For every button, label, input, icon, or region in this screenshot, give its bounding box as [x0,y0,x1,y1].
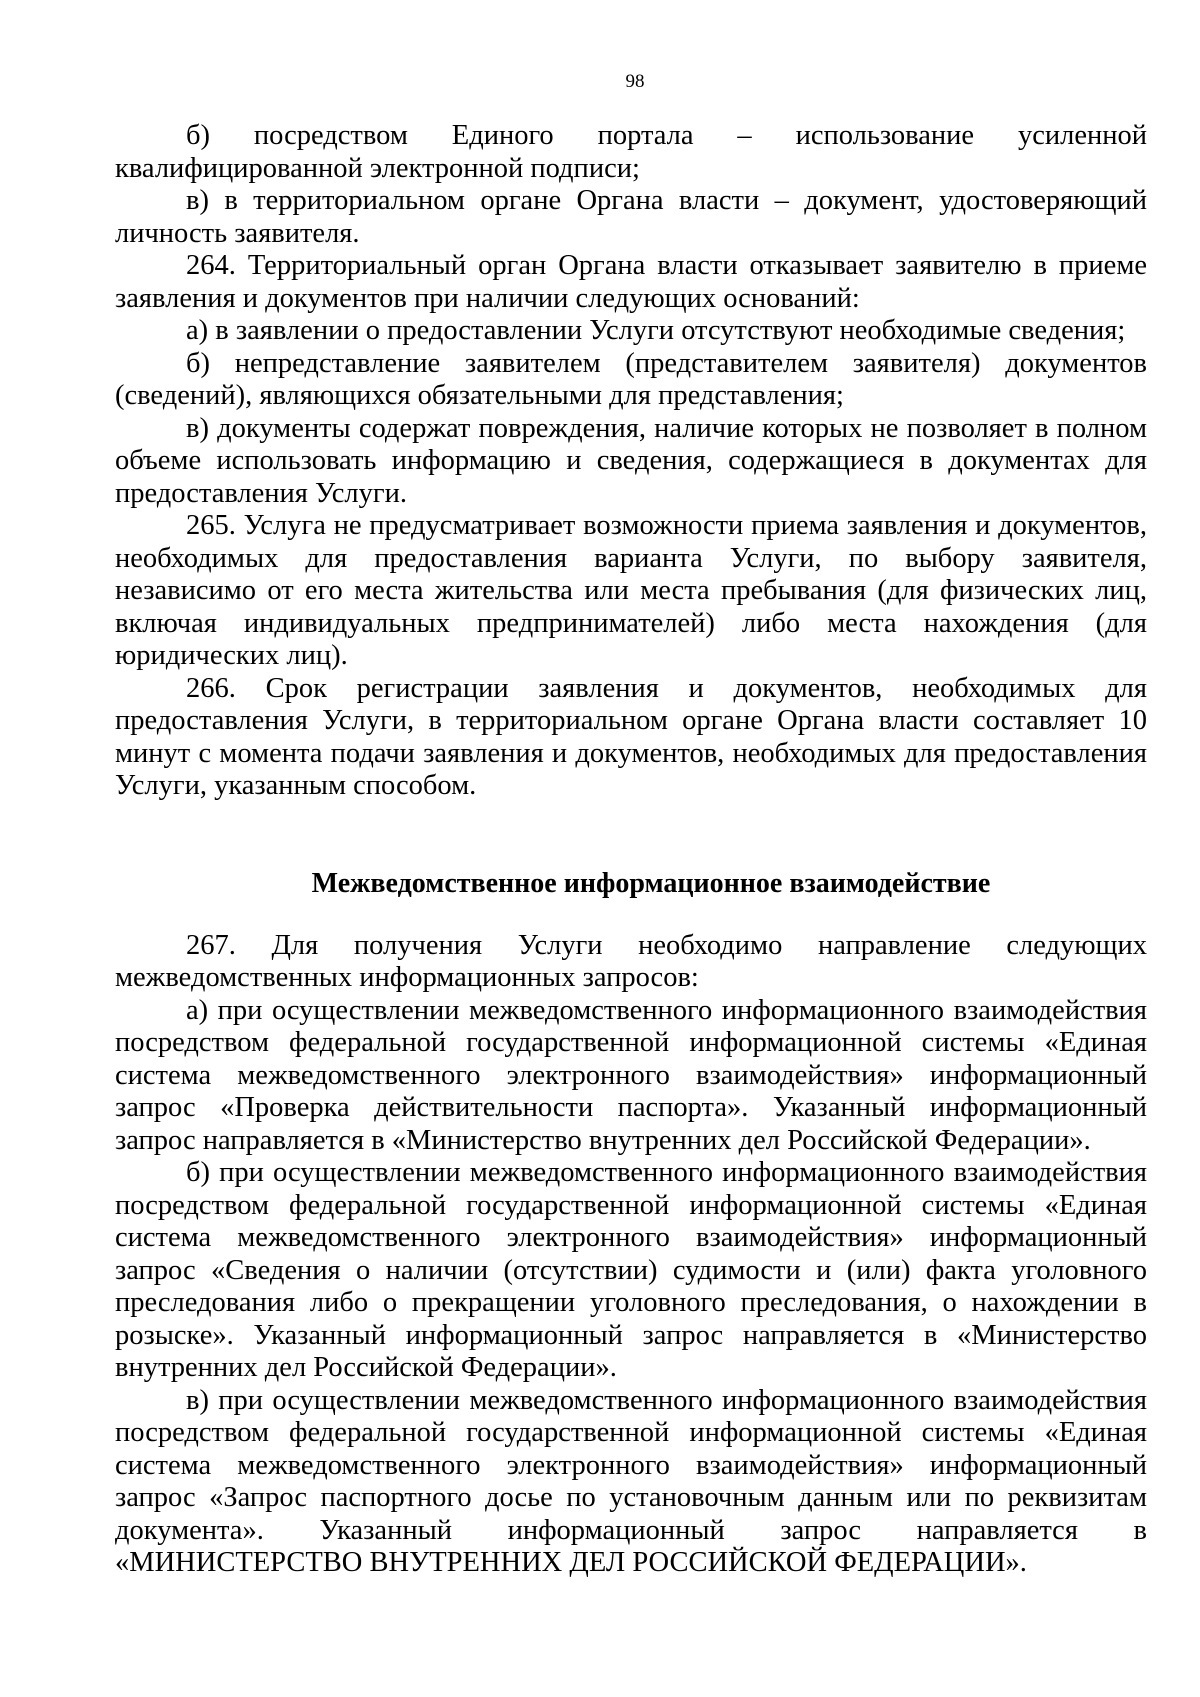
paragraph-267-a: а) при осуществлении межведомственного информационного взаимодействия посредством федеральной государственной информационной системы «Единая система межведомственного электронного взаимодействия» информационный запрос «Проверка действительности паспорта». Указанный информационный запрос направляется в «Министерство внутренних дел Российской Федерации». [115,994,1147,1156]
paragraph-266: 266. Срок регистрации заявления и документов, необходимых для предоставления Услуги, в территориальном органе Органа власти составляет 10 минут с момента подачи заявления и документов, необходимых для предоставления Услуги, указанным способом. [115,672,1147,801]
paragraph-264-a: а) в заявлении о предоставлении Услуги отсутствуют необходимые сведения; [186,315,1126,346]
document-body [115,120,1147,1580]
paragraph-264-b: б) непредставление заявителем (представителем заявителя) документов (сведений), являющихся обязательными для представления; [115,347,1147,411]
paragraph-265: 265. Услуга не предусматривает возможности приема заявления и документов, необходимых для предоставления варианта Услуги, по выбору заявителя, независимо от его места жительства или места пребывания (для физических лиц, включая индивидуальных предпринимателей) либо места нахождения (для юридических лиц). [115,510,1147,671]
paragraph-264-v: в) документы содержат повреждения, наличие которых не позволяет в полном объеме использовать информацию и сведения, содержащиеся в документах для предоставления Услуги. [115,412,1147,509]
page-number: 98 [625,71,645,92]
section-heading: Межведомственное информационное взаимодействие [311,867,991,899]
paragraph-signature-portal: б) посредством Единого портала – использование усиленной квалифицированной электронной подписи; [115,120,1147,184]
paragraph-267-v: в) при осуществлении межведомственного информационного взаимодействия посредством федеральной государственной информационной системы «Единая система межведомственного электронного взаимодействия» информационный запрос «Запрос паспортного досье по установочным данным или по реквизитам документа». Указанный информационный запрос направляется в «МИНИСТЕРСТВО ВНУТРЕННИХ ДЕЛ РОССИЙСКОЙ ФЕДЕРАЦИИ». [115,1384,1147,1578]
paragraph-264: 264. Территориальный орган Органа власти отказывает заявителю в приеме заявления и документов при наличии следующих оснований: [115,250,1147,314]
paragraph-identity-document: в) в территориальном органе Органа власти – документ, удостоверяющий личность заявителя. [115,185,1147,249]
paragraph-267: 267. Для получения Услуги необходимо направление следующих межведомственных информационных запросов: [115,929,1147,993]
paragraph-267-b: б) при осуществлении межведомственного информационного взаимодействия посредством федеральной государственной информационной системы «Единая система межведомственного электронного взаимодействия» информационный запрос «Сведения о наличии (отсутствии) судимости и (или) факта уголовного преследования либо о прекращении уголовного преследования, о нахождении в розыске». Указанный информационный запрос направляется в «Министерство внутренних дел Российской Федерации». [115,1157,1147,1383]
